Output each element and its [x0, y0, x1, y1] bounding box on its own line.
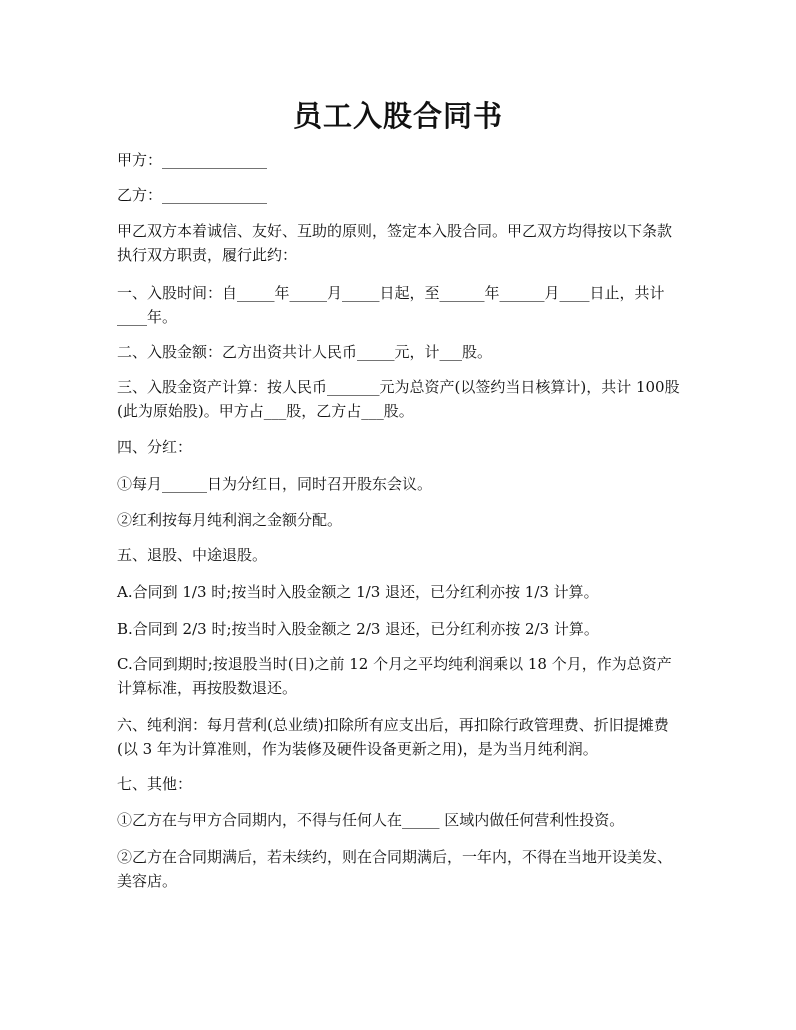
party-a-line: 甲方：______________	[117, 151, 268, 169]
clause-5-withdrawal-heading: 五、退股、中途退股。	[117, 546, 268, 564]
document-title: 员工入股合同书	[292, 99, 503, 133]
clause-6-net-profit: 六、纯利润：每月营利(总业绩)扣除所有应支出后，再扣除行政管理费、折旧提摊费(以 3 年为计算准则，作为装修及硬件设备更新之用)，是为当月纯利润。	[117, 716, 669, 758]
clause-7-item-1: ①乙方在与甲方合同期内，不得与任何人在_____ 区域内做任何营利性投资。	[117, 811, 625, 829]
clause-3-asset-calculation: 三、入股金资产计算：按人民币_______元为总资产(以签约当日核算计)，共计 100股(此为原始股)。甲方占___股，乙方占___股。	[117, 378, 680, 420]
clause-4-item-2: ②红利按每月纯利润之金额分配。	[117, 511, 343, 529]
clause-5-item-c: C.合同到期时;按退股当时(日)之前 12 个月之平均纯利润乘以 18 个月，作为总资产计算标准，再按股数退还。	[117, 655, 672, 697]
clause-7-other-heading: 七、其他：	[117, 775, 193, 793]
clause-4-dividend-heading: 四、分红：	[117, 438, 193, 456]
preamble-paragraph: 甲乙双方本着诚信、友好、互助的原则，签定本入股合同。甲乙双方均得按以下条款执行双方职责，履行此约：	[117, 222, 673, 264]
clause-5-item-b: B.合同到 2/3 时;按当时入股金额之 2/3 退还，已分红利亦按 2/3 计算。	[117, 620, 599, 638]
clause-4-item-1: ①每月______日为分红日，同时召开股东会议。	[117, 475, 433, 493]
clause-2-investment-amount: 二、入股金额：乙方出资共计人民币_____元，计___股。	[117, 343, 493, 361]
party-b-line: 乙方：______________	[117, 186, 268, 204]
clause-7-item-2: ②乙方在合同期满后，若未续约，则在合同期满后，一年内，不得在当地开设美发、美容店。	[117, 848, 673, 890]
clause-1-investment-period: 一、入股时间：自_____年_____月_____日起，至______年______月____日止，共计____年。	[117, 284, 665, 326]
clause-5-item-a: A.合同到 1/3 时;按当时入股金额之 1/3 退还，已分红利亦按 1/3 计算。	[117, 583, 599, 601]
